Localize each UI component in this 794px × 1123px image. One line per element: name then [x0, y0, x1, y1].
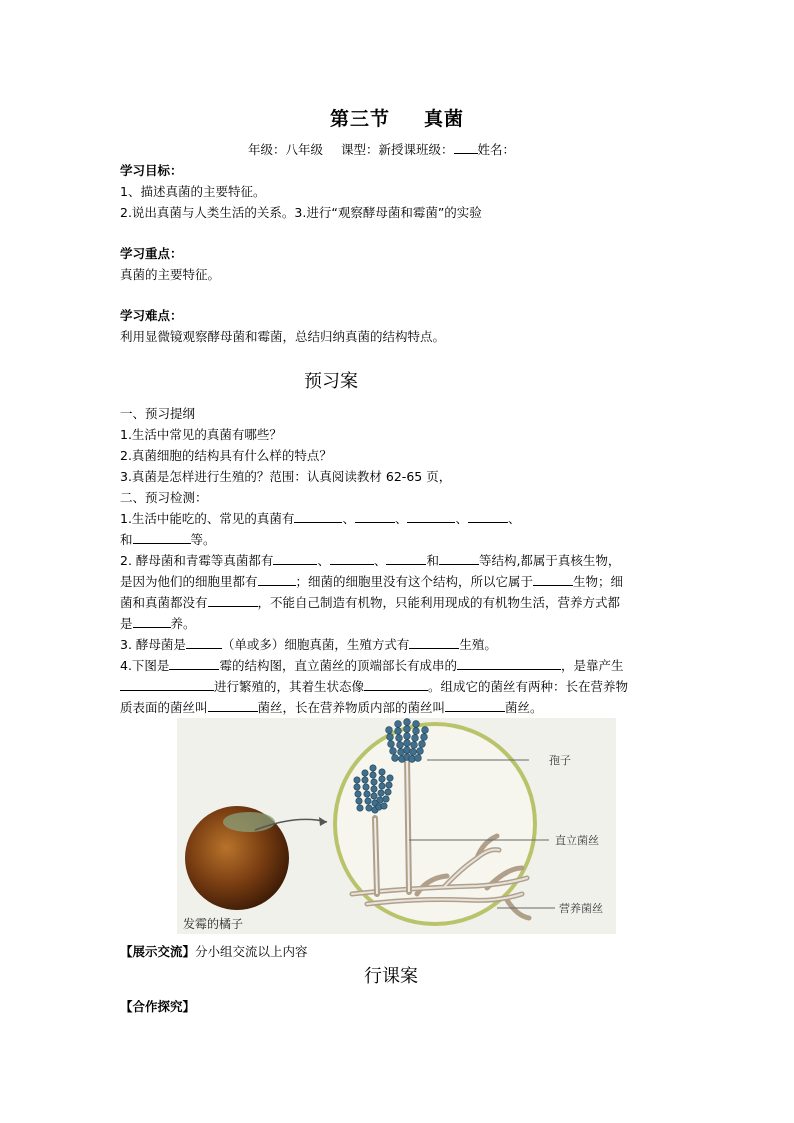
exchange-line: [120, 941, 308, 962]
lesson-title: 行课案: [364, 966, 418, 987]
exchange-tag: 【展示交流】: [120, 944, 196, 959]
check-item-4-line-1: 4.下图是 霉的结构图，直立菌丝的顶端部长有成串的 ，是靠产生: [120, 655, 623, 676]
answer-blank[interactable]: [330, 550, 374, 565]
mold-patch: [223, 812, 275, 832]
answer-blank[interactable]: [186, 634, 222, 649]
exchange-text: 分小组交流以上内容: [195, 944, 308, 959]
answer-blank[interactable]: [468, 508, 508, 523]
answer-blank[interactable]: [457, 655, 561, 670]
answer-blank[interactable]: [133, 529, 191, 544]
outline-heading: 一、预习提纲: [120, 406, 196, 421]
check-heading: 二、预习检测：: [120, 490, 208, 505]
grade-label: 年级：八年级: [248, 142, 324, 157]
goals-line-2: 2.说出真菌与人类生活的关系。3.进行“观察酵母菌和霉菌”的实验: [120, 205, 482, 220]
orange-label: 发霉的橘子: [183, 917, 244, 931]
difficulty-heading: 学习难点：: [120, 308, 183, 323]
answer-blank[interactable]: [439, 550, 479, 565]
check-item-4-line-2: 进行繁殖的，其着生状态像 。组成它的菌丝有两种：长在营养物: [120, 676, 628, 697]
cooperation-heading: 【合作探究】: [120, 999, 196, 1014]
answer-blank[interactable]: [120, 676, 214, 691]
spore-label: 孢子: [549, 754, 571, 767]
meta-line: [248, 139, 515, 160]
page-title: [0, 104, 794, 131]
check-item-1-line-2: 和 等。: [120, 529, 216, 550]
mold-structure-figure: [177, 718, 616, 934]
section-number: 第三节: [329, 108, 390, 130]
answer-blank[interactable]: [133, 613, 171, 628]
name-label: 姓名：: [477, 142, 516, 157]
nutrient-hypha-label: 营养菌丝: [559, 902, 603, 915]
check-item-1-line-1: 1.生活中能吃的、常见的真菌有 、 、 、 、: [120, 508, 521, 529]
goals-heading: 学习目标：: [120, 163, 183, 178]
check-item-3: 3. 酵母菌是 （单或多）细胞真菌，生殖方式有 生殖。: [120, 634, 497, 655]
preview-title: 预习案: [304, 371, 358, 392]
mold-diagram: [177, 718, 616, 934]
difficulty-line-1: 利用显微镜观察酵母菌和霉菌，总结归纳真菌的结构特点。: [120, 329, 446, 344]
lesson-type-label: 课型：新授课班级：: [341, 142, 454, 157]
arrow-head: [319, 817, 327, 826]
answer-blank[interactable]: [533, 571, 573, 586]
key-line-1: 真菌的主要特征。: [120, 267, 221, 282]
section-topic: 真菌: [424, 108, 465, 130]
outline-question-1: 1.生活中常见的真菌有哪些？: [120, 427, 282, 442]
check-item-2-line-1: 2. 酵母菌和青霉等真菌都有 、 、 和 等结构,都属于真核生物，: [120, 550, 620, 571]
goals-line-1: 1、描述真菌的主要特征。: [120, 184, 266, 199]
answer-blank[interactable]: [409, 634, 459, 649]
answer-blank[interactable]: [364, 676, 428, 691]
answer-blank[interactable]: [294, 508, 342, 523]
answer-blank[interactable]: [273, 550, 317, 565]
answer-blank[interactable]: [169, 655, 219, 670]
answer-blank[interactable]: [258, 571, 296, 586]
answer-blank[interactable]: [407, 508, 455, 523]
answer-blank[interactable]: [445, 697, 505, 712]
answer-blank[interactable]: [208, 697, 258, 712]
answer-blank[interactable]: [208, 592, 258, 607]
answer-blank[interactable]: [386, 550, 426, 565]
check-item-2-line-4: 是 养。: [120, 613, 196, 634]
outline-question-3: 3.真菌是怎样进行生殖的？范围：认真阅读教材 62-65 页，: [120, 469, 452, 484]
check-item-2-line-3: 菌和真菌都没有 ，不能自己制造有机物，只能利用现成的有机物生活，营养方式都: [120, 592, 620, 613]
outline-question-2: 2.真菌细胞的结构具有什么样的特点？: [120, 448, 332, 463]
answer-blank[interactable]: [355, 508, 395, 523]
check-item-4-line-3: 质表面的菌丝叫 菌丝，长在营养物质内部的菌丝叫 菌丝。: [120, 697, 543, 718]
check-item-2-line-2: 是因为他们的细胞里都有 ；细菌的细胞里没有这个结构，所以它属于 生物；细: [120, 571, 623, 592]
upright-hypha-label: 直立菌丝: [555, 834, 599, 847]
key-heading: 学习重点：: [120, 246, 183, 261]
class-blank[interactable]: [454, 139, 478, 154]
